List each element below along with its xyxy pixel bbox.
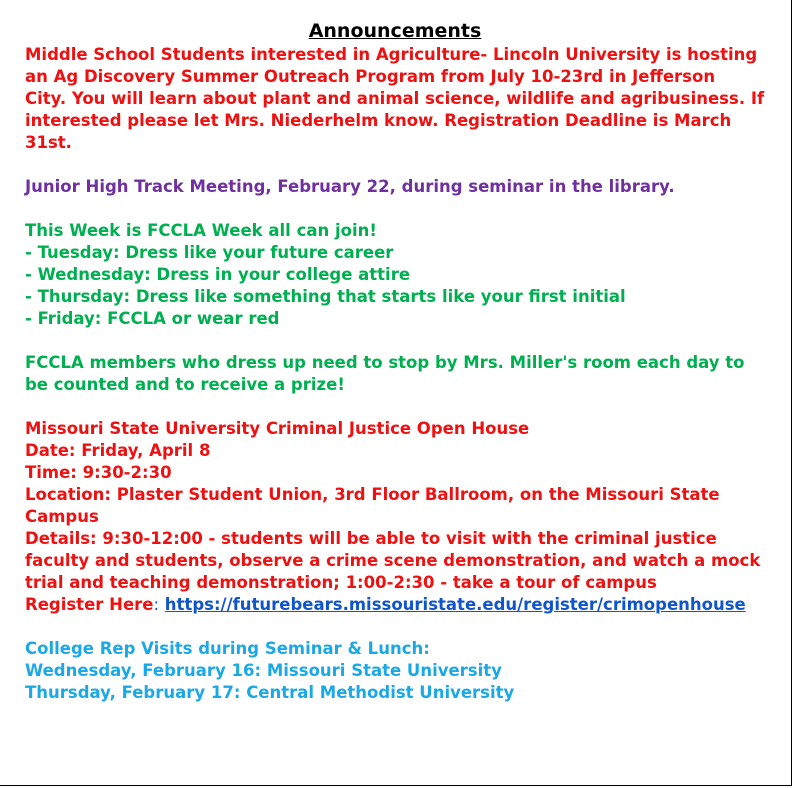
college-rep-visit: Wednesday, February 16: Missouri State University — [25, 661, 502, 680]
agriculture-line: Middle School Students interested in Agriculture- Lincoln University is hosting — [25, 45, 758, 64]
spacer — [25, 330, 785, 352]
open-house-details: faculty and students, observe a crime scene demonstration, and watch a mock — [25, 551, 761, 570]
open-house-title: Missouri State University Criminal Justice Open House — [25, 419, 530, 438]
track-meeting-text: Junior High Track Meeting, February 22, during seminar in the library. — [25, 177, 675, 196]
agriculture-line: an Ag Discovery Summer Outreach Program from July 10-23rd in Jefferson — [25, 67, 716, 86]
fccla-week-item: - Wednesday: Dress in your college attire — [25, 265, 411, 284]
spacer — [25, 396, 785, 418]
agriculture-line: interested please let Mrs. Niederhelm know. Registration Deadline is March — [25, 111, 732, 130]
open-house-register-row — [25, 594, 785, 616]
fccla-week-item: - Tuesday: Dress like your future career — [25, 243, 394, 262]
open-house-date: Date: Friday, April 8 — [25, 441, 211, 460]
fccla-members-line: FCCLA members who dress up need to stop by Mrs. Miller's room each day to — [25, 353, 745, 372]
college-rep-announcement — [25, 638, 785, 704]
msu-open-house-announcement — [25, 418, 785, 616]
college-rep-heading: College Rep Visits during Seminar & Lunch: — [25, 639, 430, 658]
fccla-members-line: be counted and to receive a prize! — [25, 375, 345, 394]
register-link[interactable]: https://futurebears.missouristate.edu/register/crimopenhouse — [164, 595, 746, 614]
open-house-time: Time: 9:30-2:30 — [25, 463, 172, 482]
spacer — [25, 616, 785, 638]
register-colon: : — [153, 595, 160, 614]
open-house-details: Details: 9:30-12:00 - students will be able to visit with the criminal justice — [25, 529, 717, 548]
page-title: Announcements — [308, 20, 482, 42]
announcements-document — [25, 19, 785, 704]
agriculture-line: City. You will learn about plant and animal science, wildlife and agribusiness. If — [25, 89, 765, 108]
fccla-week-item: - Thursday: Dress like something that starts like your first initial — [25, 287, 626, 306]
track-meeting-announcement — [25, 176, 785, 198]
agriculture-line: 31st. — [25, 133, 72, 152]
open-house-location: Campus — [25, 507, 99, 526]
spacer — [25, 154, 785, 176]
fccla-members-announcement — [25, 352, 785, 396]
fccla-week-heading: This Week is FCCLA Week all can join! — [25, 221, 377, 240]
agriculture-announcement — [25, 44, 785, 154]
register-here-label: Register Here — [25, 595, 154, 614]
spacer — [25, 198, 785, 220]
fccla-week-item: - Friday: FCCLA or wear red — [25, 309, 280, 328]
college-rep-visit: Thursday, February 17: Central Methodist University — [25, 683, 515, 702]
open-house-location: Location: Plaster Student Union, 3rd Floor Ballroom, on the Missouri State — [25, 485, 720, 504]
fccla-week-announcement — [25, 220, 785, 330]
open-house-details: trial and teaching demonstration; 1:00-2:30 - take a tour of campus — [25, 573, 657, 592]
